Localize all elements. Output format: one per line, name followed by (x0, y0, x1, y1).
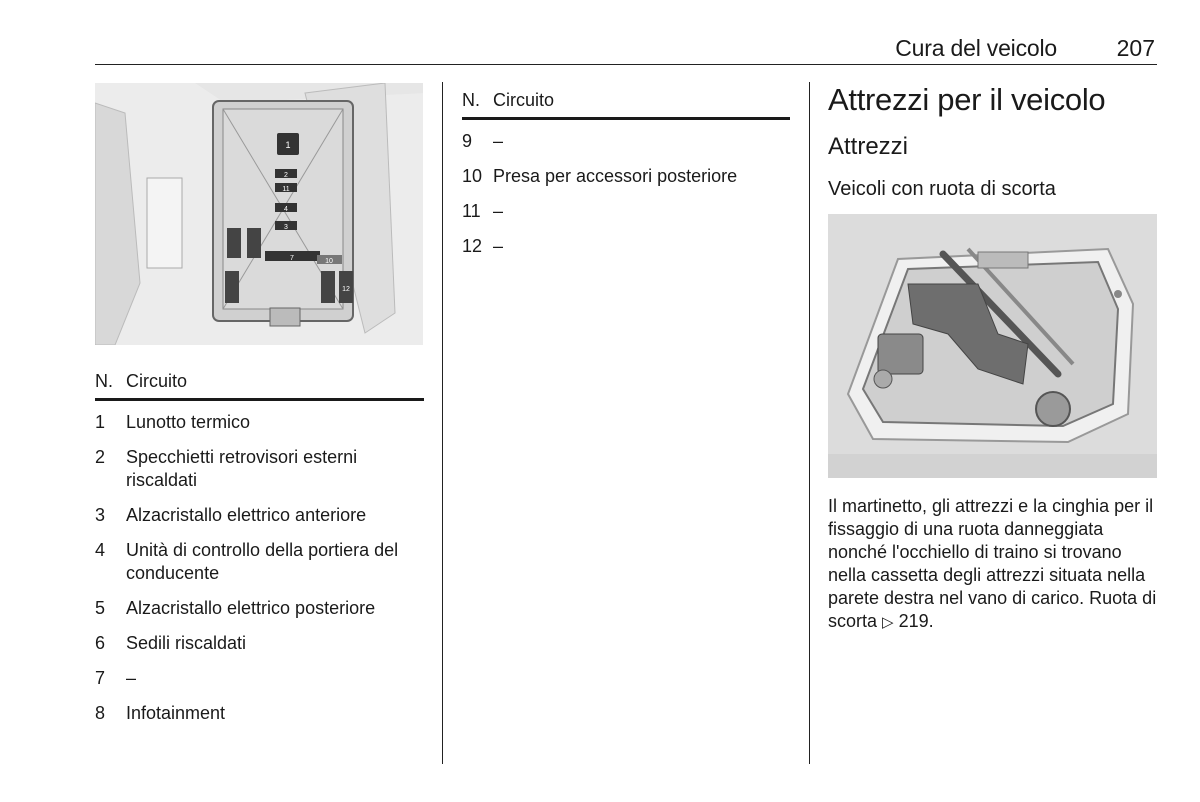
page-header-title: Cura del veicolo (895, 35, 1057, 61)
row-circuit: – (493, 201, 504, 221)
body-text: Il martinetto, gli attrezzi e la cinghia per il fissaggio di una ruota danneggiata nonché l'occhiello di traino si trovano nella cassetta degli attrezzi situata nella parete destra nel vano di carico. Ruota di scorta (828, 496, 1157, 631)
page-number: 207 (1116, 35, 1155, 61)
column-header-circuit: Circuito (493, 90, 555, 110)
fuse-label-3: 3 (284, 224, 288, 231)
row-number: 10 (462, 166, 483, 186)
column-header-number: N. (95, 371, 113, 391)
row-number: 4 (95, 540, 106, 560)
section-subsubtitle: Veicoli con ruota di scorta (828, 178, 1056, 200)
row-number: 5 (95, 598, 106, 618)
table-row (462, 130, 790, 153)
table-header (462, 89, 790, 120)
fuse-label-2: 2 (284, 172, 288, 179)
row-number: 6 (95, 633, 106, 653)
row-circuit: Presa per accessori posteriore (493, 166, 738, 186)
row-number: 2 (95, 447, 106, 467)
row-circuit: Sedili riscaldati (126, 633, 247, 653)
table-header (95, 370, 424, 401)
section-body (828, 495, 1158, 634)
table-row (95, 702, 424, 725)
row-circuit: Alzacristallo elettrico anteriore (126, 505, 367, 525)
row-number: 3 (95, 505, 106, 525)
row-number: 11 (462, 201, 481, 221)
fuse-label-4: 4 (284, 206, 288, 213)
fuse-label-1: 1 (285, 140, 291, 150)
table-row (95, 632, 424, 655)
page-reference[interactable]: 219. (898, 611, 934, 631)
fuse-table-middle (462, 89, 790, 270)
row-circuit: – (126, 668, 137, 688)
table-row (462, 235, 790, 258)
table-row (95, 667, 424, 690)
fuse-label-12: 12 (342, 286, 350, 293)
column-header-number: N. (462, 90, 480, 110)
section-subtitle: Attrezzi (828, 133, 909, 160)
table-row (95, 504, 424, 527)
row-number: 8 (95, 703, 106, 723)
fuse-table-left (95, 370, 424, 737)
arrow-reference-icon: ▷ (882, 613, 894, 631)
fuse-label-7: 7 (290, 255, 294, 262)
fuse-label-10: 10 (325, 258, 333, 265)
table-row (462, 200, 790, 223)
row-circuit: Lunotto termico (126, 412, 251, 432)
section-title: Attrezzi per il veicolo (828, 82, 1106, 117)
table-row (95, 597, 424, 620)
column-divider-right (809, 82, 810, 764)
row-number: 12 (462, 236, 483, 256)
table-row (95, 539, 424, 585)
row-circuit: Unità di controllo della portiera del conducente (126, 540, 399, 583)
row-circuit: Specchietti retrovisori esterni riscaldati (126, 447, 358, 490)
fuse-label-11: 11 (282, 186, 290, 193)
table-row (462, 165, 790, 188)
row-circuit: Infotainment (126, 703, 226, 723)
row-number: 9 (462, 131, 473, 151)
row-circuit: Alzacristallo elettrico posteriore (126, 598, 376, 618)
row-circuit: – (493, 131, 504, 151)
row-number: 7 (95, 668, 106, 688)
fuse-box-illustration (95, 83, 423, 345)
table-row (95, 411, 424, 434)
page-header (95, 30, 1157, 65)
table-row (95, 446, 424, 492)
row-number: 1 (95, 412, 106, 432)
tool-kit-illustration (828, 214, 1157, 478)
column-header-circuit: Circuito (126, 371, 188, 391)
row-circuit: – (493, 236, 504, 256)
column-divider-left (442, 82, 443, 764)
